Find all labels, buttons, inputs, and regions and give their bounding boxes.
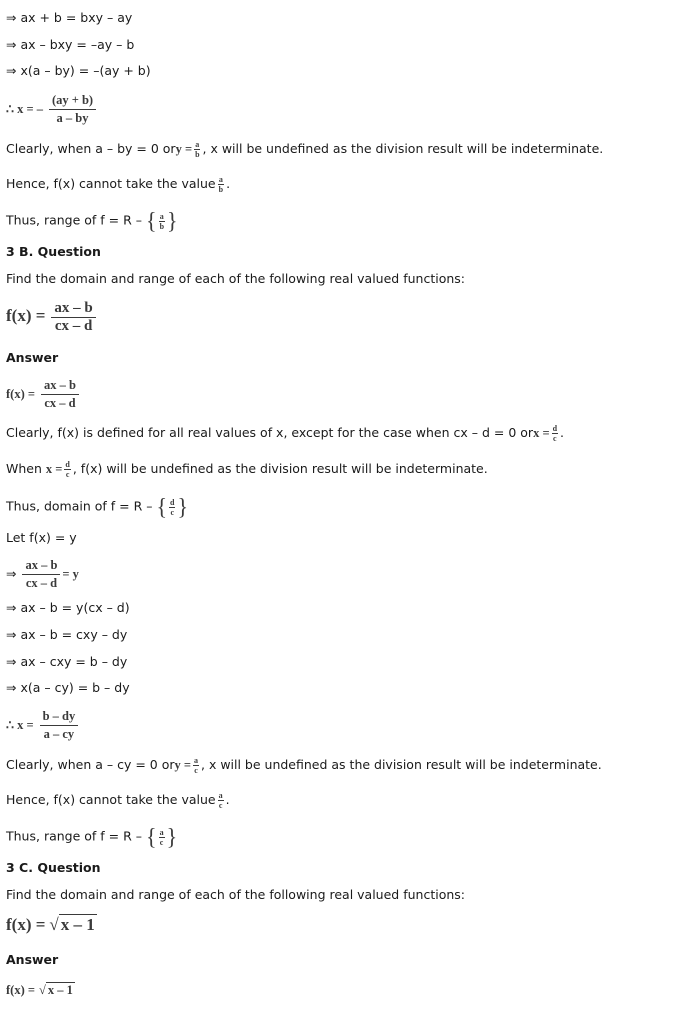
function-definition (6, 300, 98, 335)
clearly-statement (6, 140, 603, 159)
answer-function (6, 982, 75, 998)
x-solution (6, 708, 80, 743)
small-fraction (218, 175, 224, 194)
small-fraction (64, 460, 70, 479)
frac-den: b (195, 150, 200, 159)
x-fraction (40, 708, 79, 743)
clearly-text-end: , x will be undefined as the division result will be indeterminate. (201, 757, 602, 772)
frac-num: ax – b (22, 557, 60, 575)
equation-line: ⇒ ax – bxy = –ay – b (6, 37, 135, 52)
hence-text: Hence, f(x) cannot take the value (6, 176, 216, 191)
hence-statement (6, 175, 230, 194)
period: . (226, 176, 231, 191)
equation-line: ⇒ ax + b = bxy – ay (6, 10, 133, 25)
fx-label: f(x) = (6, 306, 46, 325)
clearly-text: Clearly, when a – cy = 0 or (6, 757, 175, 772)
small-fraction (193, 756, 199, 775)
y-eq: = y (62, 567, 79, 581)
frac-den: cx – d (25, 576, 58, 590)
equation-line: ⇒ ax – b = y(cx – d) (6, 600, 130, 615)
period: . (225, 792, 230, 807)
equation-line: ⇒ x(a – cy) = b – dy (6, 680, 130, 695)
answer-heading: Answer (6, 350, 59, 365)
answer-heading: Answer (6, 952, 59, 967)
hence-text: Hence, f(x) cannot take the value (6, 792, 216, 807)
function-definition (6, 917, 97, 934)
frac-num: a (159, 211, 164, 221)
frac-den: c (159, 837, 164, 847)
implies-symbol: ⇒ (6, 566, 17, 581)
y-eq: y = (175, 142, 193, 156)
x-numerator: (ay + b) (49, 92, 96, 110)
set-brace: { $\frac{a}{c}$ } (146, 823, 178, 850)
x-fraction (49, 92, 96, 127)
clearly-statement (6, 424, 564, 443)
question-heading: 3 B. Question (6, 244, 101, 259)
question-prompt: Find the domain and range of each of the following real valued functions: (6, 887, 465, 902)
frac-den: c (218, 801, 223, 810)
clearly-text-end: , x will be undefined as the division result will be indeterminate. (202, 141, 604, 156)
frac-num: ax – b (51, 300, 95, 318)
frac-den: b (159, 221, 165, 231)
when-statement (6, 460, 488, 479)
answer-function (6, 377, 81, 412)
domain-text: Thus, domain of f = R – (6, 498, 153, 514)
hence-statement (6, 791, 230, 810)
frac-den: cx – d (54, 318, 93, 334)
clearly-statement (6, 756, 602, 775)
fx-label: f(x) = (6, 983, 35, 997)
fx-label: f(x) = (6, 915, 46, 934)
range-text: Thus, range of f = R – (6, 212, 143, 228)
period: . (560, 425, 564, 440)
frac-num: a (159, 827, 164, 837)
range-text: Thus, range of f = R – (6, 828, 143, 844)
question-heading: 3 C. Question (6, 860, 101, 875)
x-numerator: b – dy (40, 708, 79, 726)
domain-statement (6, 493, 189, 520)
frac-den: c (170, 507, 175, 517)
small-fraction (194, 140, 200, 159)
x-denominator: a – by (56, 111, 89, 125)
equation-line: ⇒ ax – cxy = b – dy (6, 654, 128, 669)
equation-line: ⇒ x(a – by) = –(ay + b) (6, 63, 151, 78)
equation-line: ⇒ ax – b = cxy – dy (6, 627, 128, 642)
frac-num: a (195, 140, 200, 149)
frac-num: ax – b (41, 377, 79, 395)
x-eq: x = (533, 426, 550, 440)
radicand: x – 1 (60, 915, 95, 934)
fx-label: f(x) = (6, 387, 35, 401)
when-text: When (6, 461, 42, 476)
range-statement (6, 207, 178, 234)
y-eq: y = (174, 758, 191, 772)
let-statement: Let f(x) = y (6, 530, 77, 545)
x-prefix: ∴ x = (6, 718, 34, 732)
y-equation (6, 557, 79, 592)
x-solution (6, 92, 98, 127)
frac-den: b (218, 185, 224, 194)
frac-num: a (218, 791, 223, 800)
frac-num: d (552, 424, 558, 433)
when-text-end: , f(x) will be undefined as the division result will be indeterminate. (72, 461, 488, 476)
y-fraction (22, 557, 60, 592)
frac-den: c (553, 434, 557, 443)
small-fraction (552, 424, 558, 443)
function-fraction (51, 300, 95, 335)
question-prompt: Find the domain and range of each of the following real valued functions: (6, 271, 465, 286)
clearly-text: Clearly, f(x) is defined for all real values of x, except for the case when cx – d = 0 or (6, 425, 534, 440)
x-eq: x = (45, 462, 63, 476)
x-denominator: a – cy (43, 727, 75, 741)
frac-num: a (218, 175, 223, 184)
frac-den: c (65, 470, 70, 479)
function-fraction (41, 377, 79, 412)
x-prefix: ∴ x = – (6, 102, 43, 116)
sqrt-symbol: √ (38, 983, 46, 997)
range-statement (6, 823, 178, 850)
frac-den: c (194, 766, 198, 775)
radicand: x – 1 (47, 983, 73, 997)
set-brace: { $\frac{d}{c}$ } (156, 493, 189, 520)
frac-den: cx – d (44, 396, 76, 410)
clearly-text: Clearly, when a – by = 0 or (6, 141, 176, 156)
frac-num: d (170, 497, 175, 507)
frac-num: d (65, 460, 70, 469)
set-brace: { $\frac{a}{b}$ } (146, 207, 178, 234)
sqrt-symbol: √ (49, 915, 59, 934)
frac-num: a (194, 756, 198, 765)
small-fraction (218, 791, 224, 810)
